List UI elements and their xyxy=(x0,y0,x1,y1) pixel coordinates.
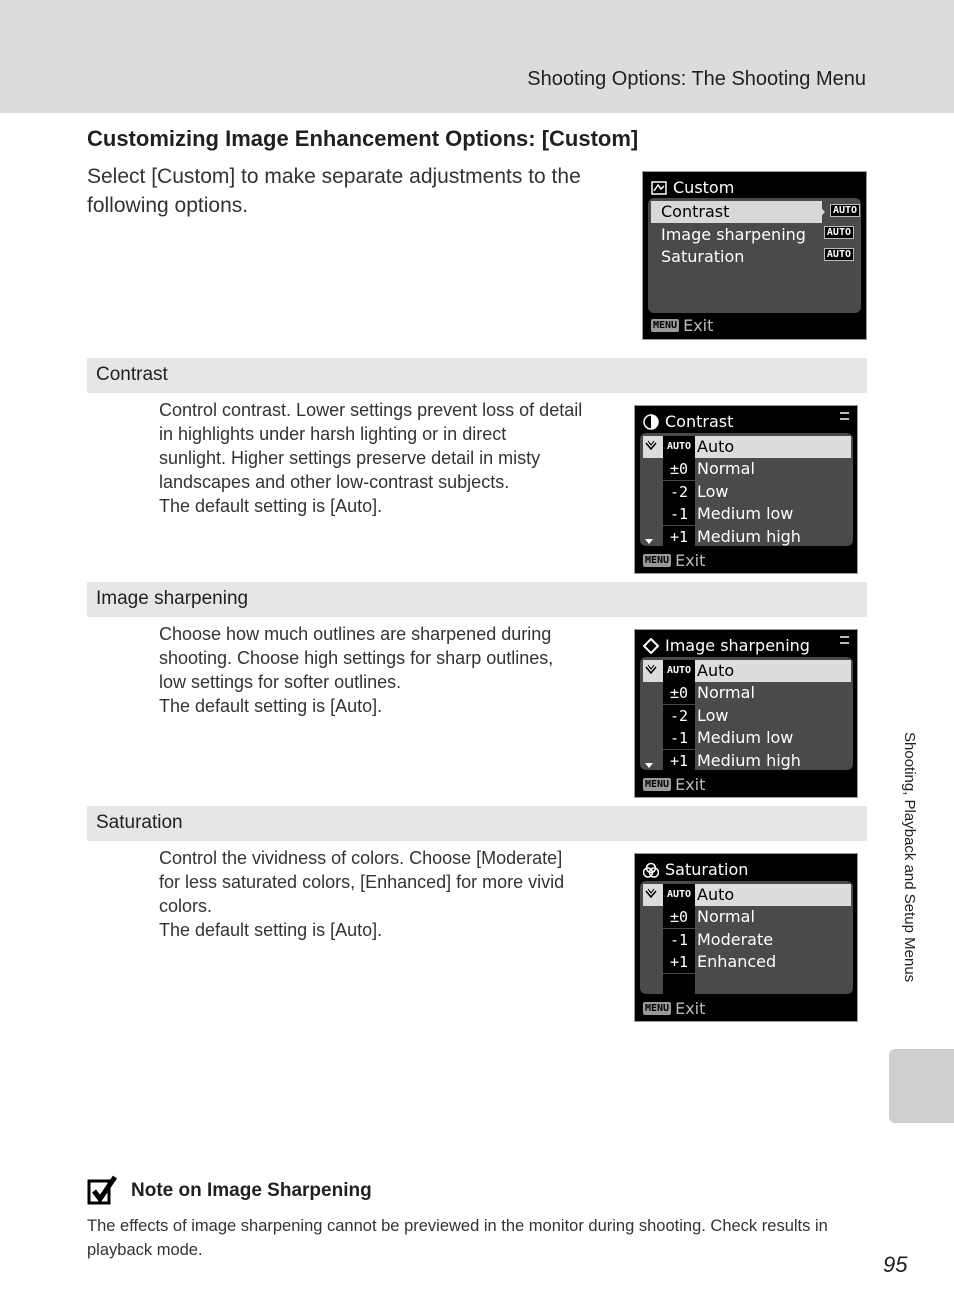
menu-item-image-sharpening[interactable] xyxy=(651,224,858,246)
scroll-down-icon xyxy=(645,539,653,544)
exit-label: Exit xyxy=(675,999,706,1018)
custom-icon xyxy=(651,180,667,196)
saturation-screen xyxy=(634,853,858,1022)
desc-line: in highlights under harsh lighting or in direct xyxy=(159,424,507,444)
menu-item-saturation[interactable] xyxy=(651,246,858,268)
option-code: ±0 xyxy=(663,906,695,928)
intro-text: Select [Custom] to make separate adjustments to the following options. xyxy=(87,165,581,217)
option-enhanced[interactable] xyxy=(643,951,851,973)
side-tab-label: Shooting, Playback and Setup Menus xyxy=(901,732,918,983)
option-label: Moderate xyxy=(697,929,774,949)
menu-item-label: Saturation xyxy=(661,247,745,266)
option-moderate[interactable] xyxy=(643,929,851,951)
option-label: Auto xyxy=(697,661,735,680)
option-medium-high[interactable] xyxy=(643,526,851,548)
option-medium-high[interactable] xyxy=(643,750,851,772)
menu-item-label: Contrast xyxy=(661,202,730,221)
option-code: ±0 xyxy=(663,682,695,704)
check-icon xyxy=(645,888,657,900)
scroll-indicator xyxy=(840,636,849,644)
option-low[interactable] xyxy=(643,481,851,503)
desc-line: sunlight. Higher settings preserve detail in misty xyxy=(159,448,541,468)
sharpening-screen xyxy=(634,629,858,798)
option-empty xyxy=(643,974,851,996)
custom-menu-screen xyxy=(642,171,867,340)
contrast-description xyxy=(159,398,609,518)
desc-line: landscapes and other low-contrast subjects. xyxy=(159,472,510,492)
option-code-empty xyxy=(663,974,695,996)
sharpening-icon xyxy=(643,638,659,654)
option-code: -2 xyxy=(663,481,695,503)
screen-footer xyxy=(643,551,705,570)
menu-button-icon: MENU xyxy=(645,779,670,790)
exit-label: Exit xyxy=(675,775,706,794)
saturation-description xyxy=(159,846,609,942)
check-icon xyxy=(645,440,657,452)
option-code: -1 xyxy=(663,503,695,525)
screen-footer xyxy=(651,316,713,335)
option-auto[interactable] xyxy=(643,884,851,906)
note-text: The effects of image sharpening cannot be previewed in the monitor during shooting. Check results in playback mode. xyxy=(87,1217,828,1259)
option-auto[interactable] xyxy=(643,660,851,682)
desc-line: low settings for softer outlines. xyxy=(159,672,402,692)
scroll-down-icon xyxy=(645,763,653,768)
option-label: Medium low xyxy=(697,728,794,748)
option-label: Enhanced xyxy=(697,952,777,972)
menu-item-contrast[interactable] xyxy=(651,201,822,223)
sharpening-description xyxy=(159,622,609,718)
note-title: Note on Image Sharpening xyxy=(131,1180,372,1201)
option-normal[interactable] xyxy=(643,682,851,704)
desc-line: The default setting is [Auto]. xyxy=(159,696,383,716)
desc-line: The default setting is [Auto]. xyxy=(159,920,383,940)
sharpening-heading: Image sharpening xyxy=(96,588,249,609)
saturation-heading: Saturation xyxy=(96,812,183,833)
screen-title xyxy=(643,412,733,431)
option-label: Normal xyxy=(697,907,755,927)
option-normal[interactable] xyxy=(643,458,851,480)
option-code: -1 xyxy=(663,929,695,951)
option-code: +1 xyxy=(663,951,695,973)
page-number: 95 xyxy=(883,1252,908,1277)
option-auto[interactable] xyxy=(643,436,851,458)
option-label: Normal xyxy=(697,683,755,703)
option-label: Medium high xyxy=(697,526,801,546)
contrast-value: AUTO xyxy=(830,204,860,217)
exit-label: Exit xyxy=(675,551,706,570)
contrast-screen xyxy=(634,405,858,574)
option-code: ±0 xyxy=(663,458,695,480)
arrow-right-icon xyxy=(815,201,825,223)
exit-label: Exit xyxy=(683,316,714,335)
option-medium-low[interactable] xyxy=(643,503,851,525)
option-label: Low xyxy=(697,481,729,501)
contrast-band xyxy=(87,358,867,393)
saturation-value: AUTO xyxy=(824,248,854,261)
desc-line: Control contrast. Lower settings prevent loss of detail xyxy=(159,400,583,420)
screen-title xyxy=(651,178,734,197)
sharpening-band xyxy=(87,582,867,617)
option-label: Low xyxy=(697,705,729,725)
option-low[interactable] xyxy=(643,705,851,727)
screen-title-label: Custom xyxy=(673,178,735,197)
desc-line: Control the vividness of colors. Choose [Moderate] xyxy=(159,848,563,868)
screen-footer xyxy=(643,999,705,1018)
option-code: +1 xyxy=(663,526,695,548)
screen-footer xyxy=(643,775,705,794)
saturation-options xyxy=(643,884,851,996)
option-label: Normal xyxy=(697,459,755,479)
menu-button-icon: MENU xyxy=(645,1003,670,1014)
option-code: -2 xyxy=(663,705,695,727)
image-sharpening-value: AUTO xyxy=(824,226,854,239)
scroll-indicator xyxy=(840,412,849,420)
saturation-icon xyxy=(643,862,659,878)
running-header: Shooting Options: The Shooting Menu xyxy=(527,68,866,90)
section-heading: Customizing Image Enhancement Options: [Custom] xyxy=(87,126,639,151)
screen-title-label: Image sharpening xyxy=(665,636,810,655)
option-code: -1 xyxy=(663,727,695,749)
option-label: Auto xyxy=(697,437,735,456)
screen-title xyxy=(643,860,748,879)
option-label: Auto xyxy=(697,885,735,904)
screen-title-label: Contrast xyxy=(665,412,734,431)
sharpening-options xyxy=(643,660,851,772)
contrast-icon xyxy=(643,414,659,430)
desc-line: colors. xyxy=(159,896,213,916)
option-medium-low[interactable] xyxy=(643,727,851,749)
header-band xyxy=(0,0,954,113)
screen-title-label: Saturation xyxy=(665,860,749,879)
option-code: AUTO xyxy=(663,436,695,458)
option-code: +1 xyxy=(663,750,695,772)
saturation-band xyxy=(87,806,867,841)
option-code: AUTO xyxy=(663,884,695,906)
side-tab-marker xyxy=(889,1049,954,1123)
contrast-heading: Contrast xyxy=(96,364,168,385)
option-label: Medium low xyxy=(697,504,794,524)
menu-button-icon: MENU xyxy=(645,555,670,566)
menu-item-label: Image sharpening xyxy=(661,225,806,244)
checkmark-note-icon xyxy=(87,1175,117,1205)
contrast-options xyxy=(643,436,851,548)
desc-line: The default setting is [Auto]. xyxy=(159,496,383,516)
menu-button-icon: MENU xyxy=(653,320,678,331)
option-normal[interactable] xyxy=(643,906,851,928)
option-label: Medium high xyxy=(697,750,801,770)
screen-title xyxy=(643,636,810,655)
desc-line: Choose how much outlines are sharpened during xyxy=(159,624,552,644)
desc-line: shooting. Choose high settings for sharp outlines, xyxy=(159,648,554,668)
option-code: AUTO xyxy=(663,660,695,682)
desc-line: for less saturated colors, [Enhanced] for more vivid xyxy=(159,872,565,892)
check-icon xyxy=(645,664,657,676)
